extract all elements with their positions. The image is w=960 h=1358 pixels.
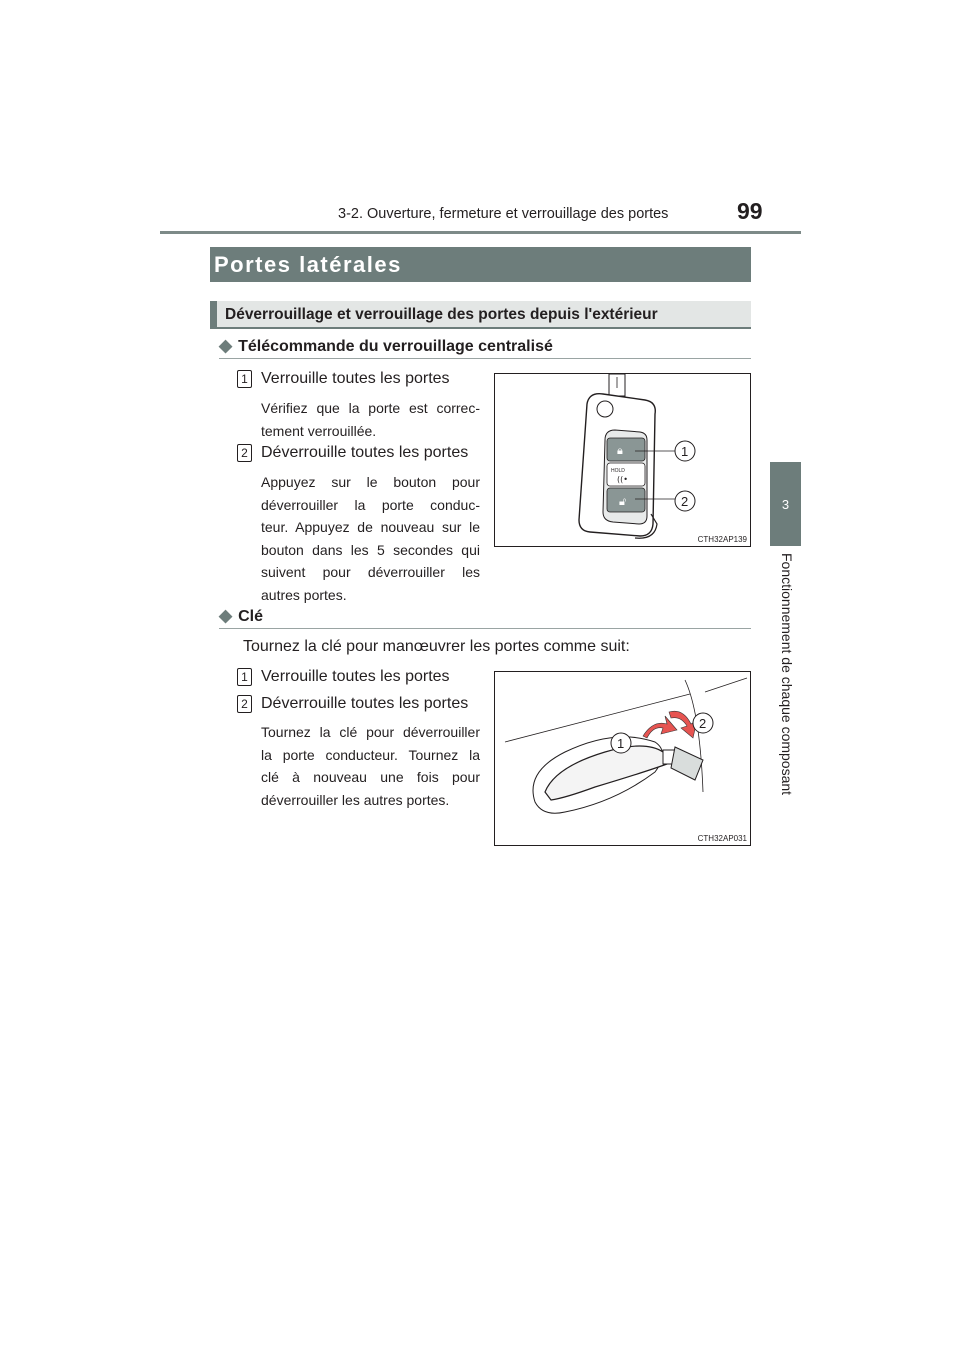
svg-text:((•: ((• [617, 475, 628, 484]
chapter-label: Fonctionnement de chaque composant [779, 553, 795, 796]
remote-key-illustration [495, 374, 750, 546]
callout-2: 2 [681, 494, 689, 509]
remote-heading-text: Télécommande du verrouillage centralisé [238, 338, 553, 355]
page-number: 99 [737, 198, 763, 224]
door-figure [494, 671, 751, 846]
remote-item-2 [237, 444, 468, 462]
desc-line: déverrouiller la porte conduc- [261, 496, 480, 513]
key-item-2-desc [261, 721, 480, 811]
remote-item-1-desc [261, 397, 480, 442]
key-heading-text: Clé [238, 608, 263, 625]
page-title-text: Portes latérales [214, 252, 402, 277]
svg-text:🔓︎: 🔓︎ [619, 495, 627, 508]
key-heading-rule [219, 628, 751, 629]
callout-2: 2 [699, 716, 707, 731]
remote-figure [494, 373, 751, 547]
desc-line: teur. Appuyez de nouveau sur le [261, 519, 480, 535]
remote-item-1-label: Verrouille toutes les portes [261, 370, 450, 388]
header-rule [160, 231, 801, 234]
figure-code: CTH32AP031 [697, 834, 747, 843]
step-number-badge: 1 [237, 370, 252, 388]
diamond-bullet-icon: ◆ [219, 606, 233, 625]
remote-heading-rule [219, 358, 751, 359]
subsection-title: Déverrouillage et verrouillage des portes depuis l'extérieur [210, 301, 751, 329]
key-item-2 [237, 695, 468, 713]
page-title [210, 247, 751, 282]
step-number-badge: 1 [237, 668, 252, 686]
chapter-tab [770, 462, 801, 546]
desc-line: Tournez la clé pour déverrouiller [261, 724, 480, 740]
desc-line: autres portes. [261, 586, 347, 603]
hold-label: HOLD [611, 468, 625, 474]
section-header: 3-2. Ouverture, fermeture et verrouillage des portes [338, 206, 669, 222]
callout-1: 1 [617, 736, 625, 751]
key-item-2-label: Déverrouille toutes les portes [261, 695, 469, 713]
desc-line: tement verrouillée. [261, 422, 377, 439]
key-intro: Tournez la clé pour manœuvrer les portes comme suit: [243, 638, 630, 655]
step-number-badge: 2 [237, 444, 252, 462]
svg-text:🔒︎: 🔒︎ [617, 444, 623, 457]
key-item-1-label: Verrouille toutes les portes [261, 668, 450, 686]
desc-line: clé à nouveau une fois pour [261, 769, 480, 785]
desc-line: Vérifiez que la porte est correc- [261, 400, 480, 416]
remote-item-2-desc [261, 471, 480, 606]
callout-1: 1 [681, 444, 689, 459]
remote-item-1 [237, 370, 450, 388]
desc-line: suivent pour déverrouiller les [261, 564, 480, 580]
key-heading [219, 606, 263, 626]
door-handle-illustration [495, 672, 750, 845]
key-item-1 [237, 668, 450, 686]
remote-heading [219, 336, 553, 356]
figure-code: CTH32AP139 [697, 535, 747, 544]
step-number-badge: 2 [237, 695, 252, 713]
desc-line: Appuyez sur le bouton pour [261, 474, 480, 490]
desc-line: bouton dans les 5 secondes qui [261, 541, 480, 558]
remote-item-2-label: Déverrouille toutes les portes [261, 444, 469, 462]
desc-line: déverrouiller les autres portes. [261, 791, 450, 808]
chapter-number: 3 [781, 496, 790, 512]
desc-line: la porte conducteur. Tournez la [261, 746, 480, 763]
diamond-bullet-icon: ◆ [219, 336, 233, 355]
